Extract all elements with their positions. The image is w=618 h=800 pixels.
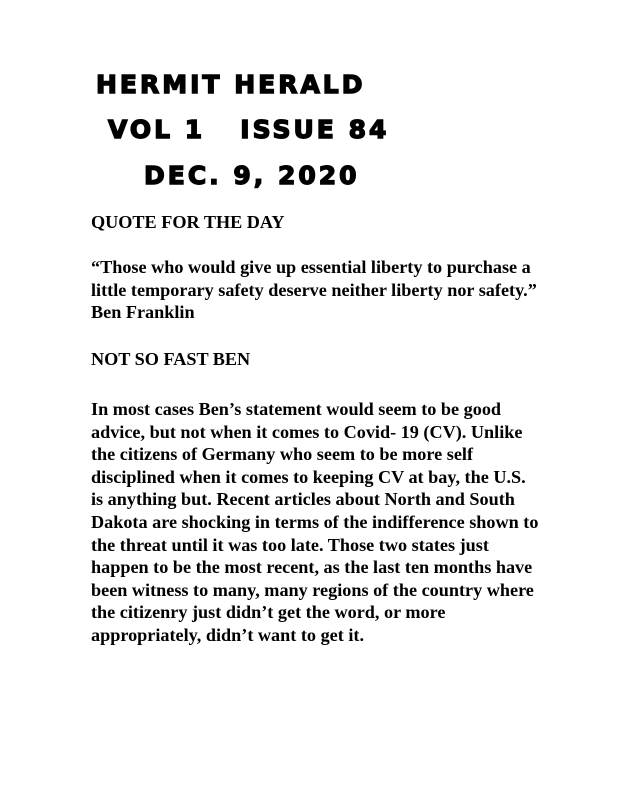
article-body: In most cases Ben’s statement would seem to be good advice, but not when it comes to Covid- 19 (CV). Unlike the citizens of Germany who seem to be more self disciplined when it comes to keeping CV at bay, the U.S. is anything but. Recent articles about North and South Dakota are shocking in terms of the indifference shown to the threat until it was too late. Those two states just happen to be the most recent, as the last ten months have been witness to many, many regions of the country where the citizenry just didn’t get the word, or more appropriately, didn’t want to get it. bbox=[91, 399, 539, 645]
quote-text: “Those who would give up essential liberty to purchase a little temporary safety deserve neither liberty nor safety.” Ben Franklin bbox=[91, 257, 537, 323]
masthead-volume-issue: VOL 1 ISSUE 84 bbox=[108, 115, 390, 144]
masthead-date: DEC. 9, 2020 bbox=[144, 161, 360, 190]
masthead-title: HERMIT HERALD bbox=[96, 70, 366, 99]
quote-heading: QUOTE FOR THE DAY bbox=[91, 212, 285, 232]
article-heading: NOT SO FAST BEN bbox=[91, 349, 251, 369]
